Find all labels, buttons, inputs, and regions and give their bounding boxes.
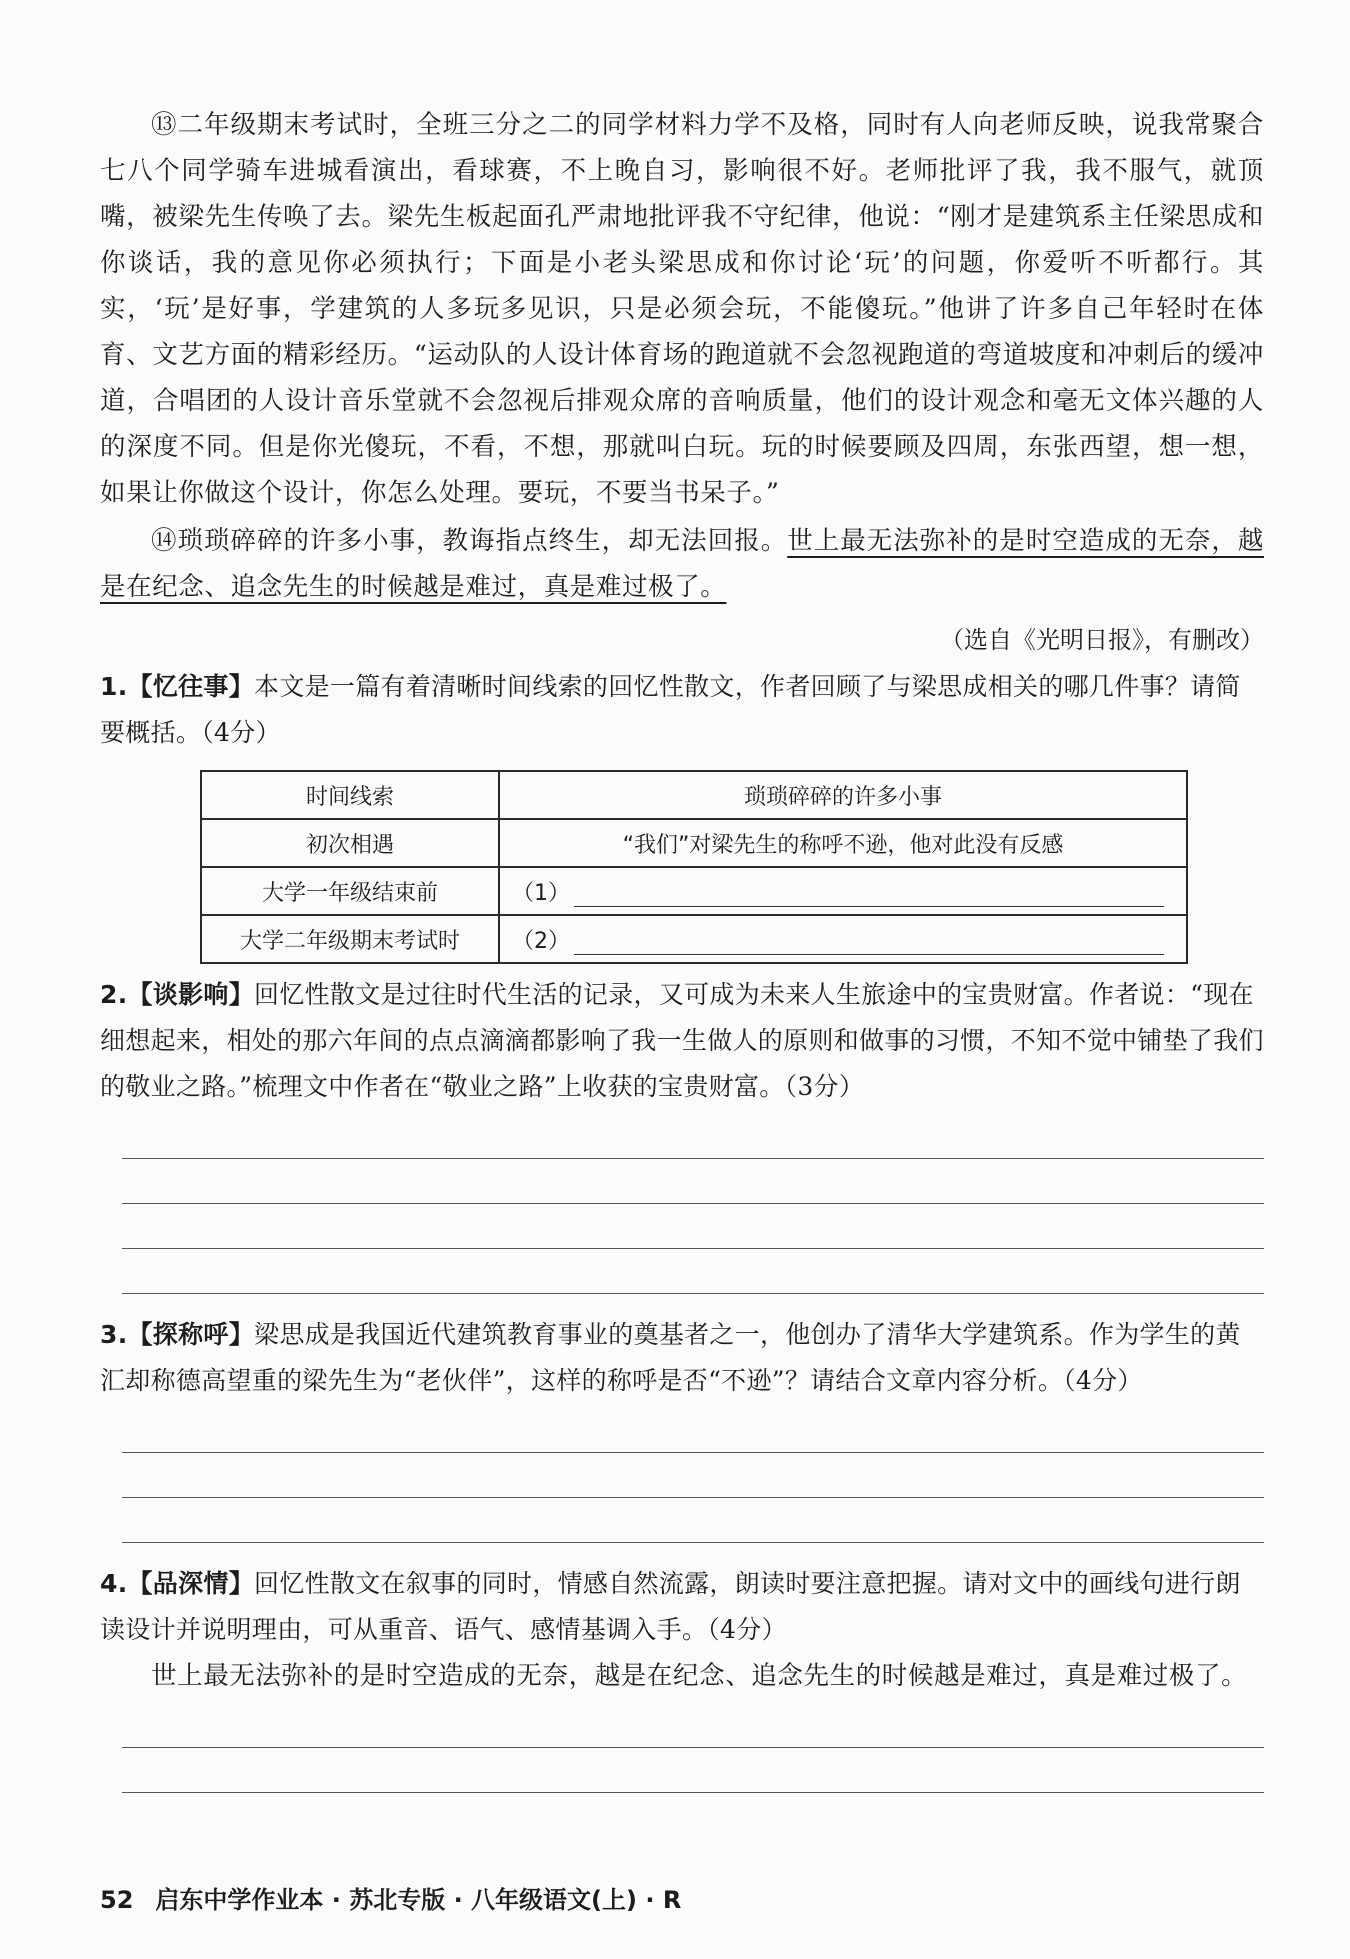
answer-lines-q4[interactable] [122,1703,1264,1793]
answer-blank[interactable] [574,930,1164,955]
quoted-sentence: 世上最无法弥补的是时空造成的无奈，越是在纪念、追念先生的时候越是难过，真是难过极了。 [151,1661,1248,1691]
book-title: 启东中学作业本 · 苏北专版 · 八年级语文(上) · R [155,1886,682,1914]
answer-lines-q2[interactable] [122,1114,1264,1294]
table-row [201,915,1187,963]
table-cell: 初次相遇 [201,819,499,867]
paragraph-14 [100,518,1264,610]
table-cell: 大学二年级期末考试时 [201,915,499,963]
answer-cell-1[interactable] [499,867,1187,915]
answer-line[interactable] [122,1453,1264,1498]
answer-blank[interactable] [574,882,1164,907]
question-3-tag: 【探称呼】 [127,1320,255,1349]
underlined-sentence: 世上最无法弥补的是时空造成的无奈，越是在纪念、追念先生的时候越是难过，真是难过极了。 [100,526,1264,602]
answer-line[interactable] [122,1408,1264,1453]
table-header: 时间线索 [201,771,499,819]
question-3-number: 3. [100,1320,128,1349]
answer-line[interactable] [122,1498,1264,1543]
answer-cell-2[interactable] [499,915,1187,963]
answer-line[interactable] [122,1159,1264,1204]
table-header: 琐琐碎碎的许多小事 [499,771,1187,819]
answer-line[interactable] [122,1204,1264,1249]
question-2-text: 回忆性散文是过往时代生活的记录，又可成为未来人生旅途中的宝贵财富。作者说：“现在细想起来，相处的那六年间的点点滴滴都影响了我一生做人的原则和做事的习惯，不知不觉中铺垫了我们的敬业之路。”梳理文中作者在“敬业之路”上收获的宝贵财富。（3分） [100,980,1264,1101]
source-citation: （选自《光明日报》，有删改） [940,626,1264,654]
page-footer [100,1880,681,1915]
question-1-number: 1. [100,672,128,701]
answer-line[interactable] [122,1249,1264,1294]
table-cell: 大学一年级结束前 [201,867,499,915]
paragraph-14-text: ⑭琐琐碎碎的许多小事，教诲指点终生，却无法回报。 [151,526,788,556]
answer-line[interactable] [122,1703,1264,1748]
table-header-row [201,771,1187,819]
answer-line[interactable] [122,1748,1264,1793]
blank-label: （2） [512,928,570,954]
timeline-table [200,770,1188,964]
question-1-tag: 【忆往事】 [127,672,255,701]
question-4-number: 4. [100,1569,128,1598]
question-3 [100,1312,1264,1404]
question-3-text: 梁思成是我国近代建筑教育事业的奠基者之一，他创办了清华大学建筑系。作为学生的黄汇却称德高望重的梁先生为“老伙伴”，这样的称呼是否“不逊”？请结合文章内容分析。（4分） [100,1320,1241,1395]
question-2-tag: 【谈影响】 [127,980,255,1009]
page-number: 52 [100,1886,134,1914]
answer-lines-q3[interactable] [122,1408,1264,1543]
question-2-number: 2. [100,980,128,1009]
blank-label: （1） [512,880,570,906]
table-cell: “我们”对梁先生的称呼不逊，他对此没有反感 [499,819,1187,867]
question-1-text: 本文是一篇有着清晰时间线索的回忆性散文，作者回顾了与梁思成相关的哪几件事？请简要概括。（4分） [100,672,1241,747]
paragraph-13: ⑬二年级期末考试时，全班三分之二的同学材料力学不及格，同时有人向老师反映，说我常聚合七八个同学骑车进城看演出，看球赛，不上晚自习，影响很不好。老师批评了我，我不服气，就顶嘴，被梁先生传唤了去。梁先生板起面孔严肃地批评我不守纪律，他说：“刚才是建筑系主任梁思成和你谈话，我的意见你必须执行；下面是小老头梁思成和你讨论‘玩’的问题，你爱听不听都行。其实，‘玩’是好事，学建筑的人多玩多见识，只是必须会玩，不能傻玩。”他讲了许多自己年轻时在体育、文艺方面的精彩经历。“运动队的人设计体育场的跑道就不会忽视跑道的弯道坡度和冲刺后的缓冲道，合唱团的人设计音乐堂就不会忽视后排观众席的音响质量，他们的设计观念和毫无文体兴趣的人的深度不同。但是你光傻玩，不看，不想，那就叫白玩。玩的时候要顾及四周，东张西望，想一想，如果让你做这个设计，你怎么处理。要玩，不要当书呆子。” [100,110,1264,508]
question-2 [100,972,1264,1110]
table-row [201,867,1187,915]
question-4-tag: 【品深情】 [127,1569,255,1598]
question-4-text: 回忆性散文在叙事的同时，情感自然流露，朗读时要注意把握。请对文中的画线句进行朗读设计并说明理由，可从重音、语气、感情基调入手。（4分） [100,1569,1241,1644]
answer-line[interactable] [122,1114,1264,1159]
table-row [201,819,1187,867]
question-1 [100,664,1264,756]
question-4 [100,1561,1264,1653]
